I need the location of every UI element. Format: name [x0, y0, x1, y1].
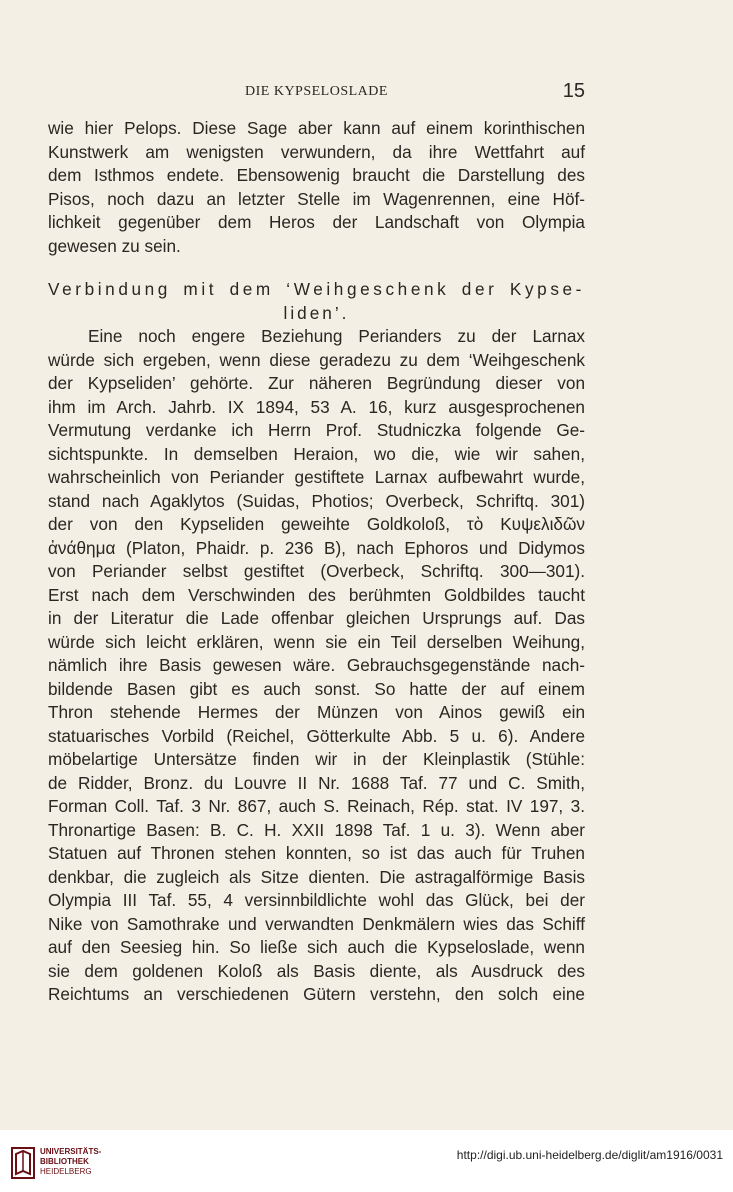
text-line: Olympia III Taf. 55, 4 versinnbildlichte wohl das Glück, bei der — [48, 890, 585, 910]
text-line: gewesen zu sein. — [48, 235, 181, 256]
library-book-icon — [10, 1146, 36, 1180]
text-line: würde sich ergeben, wenn diese geradezu zu dem ‘Weihgeschenk — [48, 349, 585, 370]
text-line: de Ridder, Bronz. du Louvre II Nr. 1688 Taf. 77 und C. Smith, — [48, 772, 585, 793]
text-line: würde sich leicht erklären, wenn sie ein Teil derselben Weihung, — [48, 631, 585, 652]
text-line: statuarisches Vorbild (Reichel, Götterkulte Abb. 5 u. 6). Andere — [48, 725, 585, 746]
logo-line: UNIVERSITÄTS- — [40, 1147, 102, 1156]
running-title: DIE KYPSELOSLADE — [245, 84, 388, 99]
text-line: dem Isthmos endete. Ebensowenig braucht die Darstellung des — [48, 165, 585, 185]
text-line: sie dem goldenen Koloß als Basis diente, als Ausdruck des — [48, 960, 585, 981]
text-line: ἀνάθημα (Platon, Phaidr. p. 236 B), nach Ephoros und Didymos — [48, 537, 585, 558]
viewer-footer — [0, 1130, 733, 1192]
text-line: der Kypseliden’ gehörte. Zur näheren Begründung dieser von — [48, 373, 585, 393]
text-line: nämlich ihre Basis gewesen wäre. Gebrauchsgegenstände nach- — [48, 655, 585, 675]
text-line: Thronartige Basen: B. C. H. XXII 1898 Taf. 1 u. 3). Wenn aber — [48, 819, 585, 840]
text-line: Statuen auf Thronen stehen konnten, so ist das auch für Truhen — [48, 843, 585, 863]
page-number: 15 — [562, 80, 585, 102]
heading-line: liden’. — [283, 302, 350, 323]
text-line: stand nach Agaklytos (Suidas, Photios; Overbeck, Schriftq. 301) — [48, 490, 585, 511]
body-text — [48, 117, 585, 1007]
paragraph-2 — [48, 325, 585, 1007]
text-line: bildende Basen gibt es auch sonst. So hatte der auf einem — [48, 678, 585, 699]
text-line: Thron stehende Hermes der Münzen von Ainos gewiß ein — [48, 702, 585, 722]
text-line: von Periander selbst gestiftet (Overbeck, Schriftq. 300—301). — [48, 561, 585, 581]
text-line: der von den Kypseliden geweihte Goldkoloß, τὸ Κυψελιδῶν — [48, 514, 585, 534]
logo-line: BIBLIOTHEK — [40, 1157, 89, 1166]
section-heading — [48, 278, 585, 325]
library-logo[interactable] — [10, 1144, 130, 1184]
text-line: Vermutung verdanke ich Herrn Prof. Studniczka folgende Ge- — [48, 420, 585, 440]
text-line: wahrscheinlich von Periander gestiftete Larnax aufbewahrt wurde, — [48, 467, 585, 487]
text-line: möbelartige Untersätze finden wir in der Kleinplastik (Stühle: — [48, 749, 585, 769]
text-line: denkbar, die zugleich als Sitze dienten. Die astragalförmige Basis — [48, 866, 585, 887]
text-line: Nike von Samothrake und verwandten Denkmälern wies das Schiff — [48, 913, 585, 934]
text-line: ihm im Arch. Jahrb. IX 1894, 53 A. 16, kurz ausgesprochenen — [48, 396, 585, 417]
text-line: in der Literatur die Lade offenbar gleichen Ursprungs auf. Das — [48, 608, 585, 628]
text-line: Eine noch engere Beziehung Perianders zu der Larnax — [88, 326, 585, 346]
text-line: auf den Seesieg hin. So ließe sich auch die Kypseloslade, wenn — [48, 937, 585, 957]
text-line: wie hier Pelops. Diese Sage aber kann auf einem korinthischen — [48, 118, 585, 138]
text-line: sichtspunkte. In demselben Heraion, wo die, wie wir sahen, — [48, 443, 585, 464]
text-line: lichkeit gegenüber dem Heros der Landschaft von Olympia — [48, 212, 585, 232]
logo-line: HEIDELBERG — [40, 1167, 92, 1176]
text-line: Reichtums an verschiedenen Gütern verstehn, den solch eine — [48, 984, 585, 1004]
running-head — [48, 80, 585, 104]
text-line: Kunstwerk am wenigsten verwundern, da ihre Wettfahrt auf — [48, 141, 585, 162]
source-url-link[interactable]: http://digi.ub.uni-heidelberg.de/diglit/am1916/0031 — [456, 1148, 723, 1162]
text-line: Forman Coll. Taf. 3 Nr. 867, auch S. Reinach, Rép. stat. IV 197, 3. — [48, 796, 585, 816]
paragraph-1 — [48, 117, 585, 258]
heading-line: Verbindung mit dem ‘Weihgeschenk der Kypse- — [48, 279, 585, 299]
text-line: Pisos, noch dazu an letzter Stelle im Wagenrennen, eine Höf- — [48, 188, 585, 209]
text-line: Erst nach dem Verschwinden des berühmten Goldbildes taucht — [48, 584, 585, 605]
logo-text — [40, 1147, 101, 1177]
